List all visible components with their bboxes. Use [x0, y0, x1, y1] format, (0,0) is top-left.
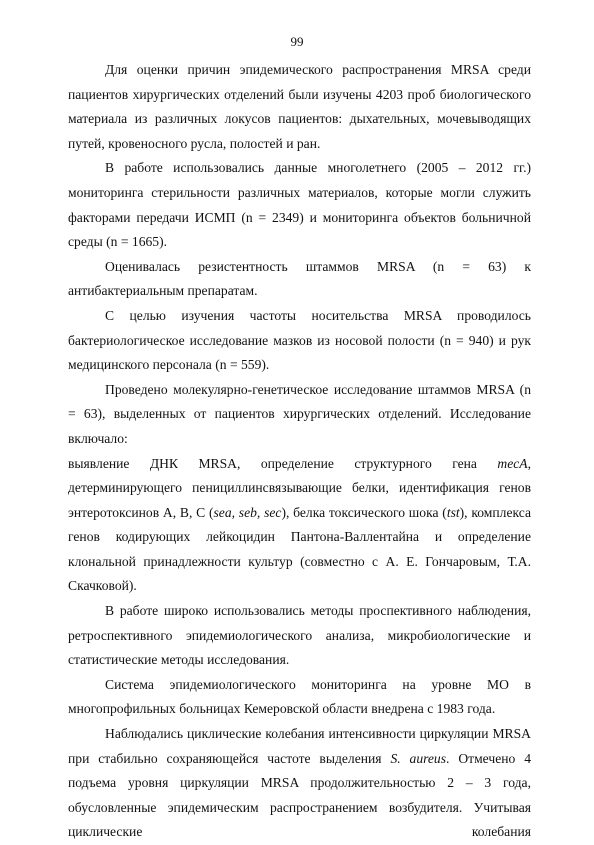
text-run: . Отмечено 4 подъема уровня циркуляции MRSA продолжительностью 2 – 3 года, обусловленные эпидемическим распространением возбудителя. Учитывая циклические колебания [68, 750, 531, 840]
paragraph-cyclic-fluctuations [68, 722, 531, 845]
body-text [68, 58, 531, 845]
text-run: ), комплекса генов кодирующих лейкоцидин Пантона-Валлентайна и определение клональной принадлежности культур (совместно с А. Е. Гончаровым, Т.А. Скачковой). [68, 504, 531, 594]
gene-name-italic: mecA [497, 455, 528, 471]
paragraph-resistance: Оценивалась резистентность штаммов MRSA (n = 63) к антибактериальным препаратам. [68, 258, 531, 299]
species-name-italic: S. aureus [390, 750, 447, 766]
paragraph-carriage-study: С целью изучения частоты носительства MRSA проводилось бактериологическое исследование мазков из носовой полости (n = 940) и рук медицинского персонала (n = 559). [68, 307, 531, 373]
page-number: 99 [290, 34, 304, 49]
paragraph-molecular-study: Проведено молекулярно-генетическое исследование штаммов MRSA (n = 63), выделенных от пациентов хирургических отделений. Исследование включало: [68, 381, 531, 446]
paragraph-monitoring-system: Система эпидемиологического мониторинга на уровне МО в многопрофильных больницах Кемеровской области внедрена с 1983 года. [68, 676, 531, 717]
paragraph-molecular-details [68, 452, 531, 600]
text-run: ), белка токсического шока ( [281, 504, 447, 520]
paragraph-methods: В работе широко использовались методы проспективного наблюдения, ретроспективного эпидемиологического анализа, микробиологические и статистические методы исследования. [68, 603, 531, 668]
gene-names-italic: sea, seb, sec [213, 504, 282, 520]
paragraph-monitoring-data: В работе использовались данные многолетнего (2005 – 2012 гг.) мониторинга стерильности различных материалов, которые могли служить факторами передачи ИСМП (n = 2349) и мониторинга объектов больничной среды (n = 1665). [68, 160, 531, 250]
text-run: Наблюдались циклические колебания интенсивности циркуляции MRSA при стабильно сохраняющейся частоте выделения [68, 726, 531, 766]
text-run: выявление ДНК MRSA, определение структурного гена [68, 455, 498, 471]
text-run: , детерминирующего пенициллинсвязывающие белки, идентификация генов энтеротоксинов А, В, С ( [68, 455, 531, 520]
paragraph-sample-study: Для оценки причин эпидемического распространения MRSA среди пациентов хирургических отделений были изучены 4203 проб биологического материала из различных локусов пациентов: дыхательных, мочевыводящих путей, кровеносного русла, полостей и ран. [68, 62, 531, 151]
gene-name-italic: tst [446, 504, 460, 520]
